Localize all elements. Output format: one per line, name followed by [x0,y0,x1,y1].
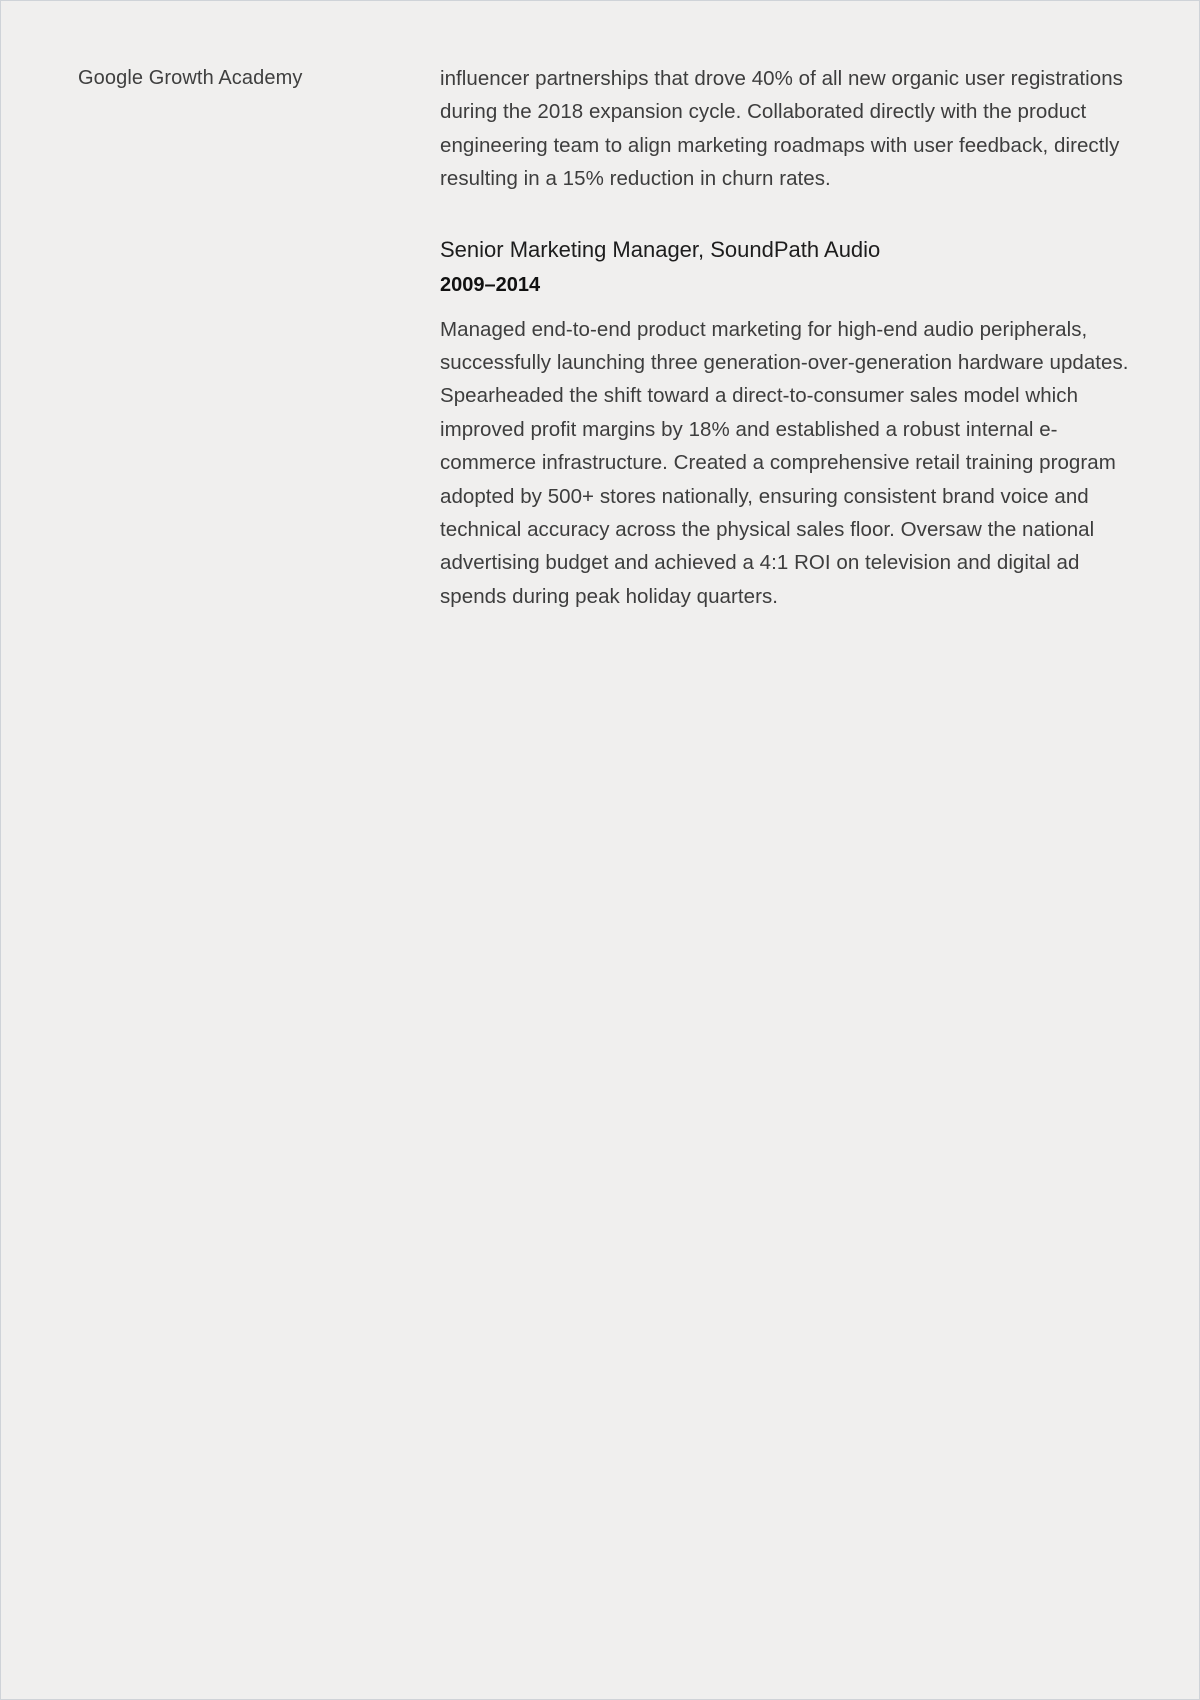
job-dates: 2009–2014 [440,273,541,296]
job-title: Senior Marketing Manager, SoundPath Audio [440,236,881,262]
sidebar-column [78,63,398,93]
education-item: Google Growth Academy [78,67,303,89]
continued-job-description: influencer partnerships that drove 40% of all new organic user registrations during the 2018 expansion cycle. Collaborated directly with the product engineering team to align marketing roadmaps with user feedback, directly resulting in a 15% reduction in churn rates. [440,67,1123,191]
experience-column [440,62,1140,613]
job-entry [440,235,1140,614]
job-description: Managed end-to-end product marketing for high-end audio peripherals, successfully launching three generation-over-generation hardware updates. Spearheaded the shift toward a direct-to-consumer sales model which improved profit margins by 18% and established a robust internal e-commerce infrastructure. Created a comprehensive retail training program adopted by 500+ stores nationally, ensuring consistent brand voice and technical accuracy across the physical sales floor. Oversaw the national advertising budget and achieved a 4:1 ROI on television and digital ad spends during peak holiday quarters. [440,317,1129,608]
